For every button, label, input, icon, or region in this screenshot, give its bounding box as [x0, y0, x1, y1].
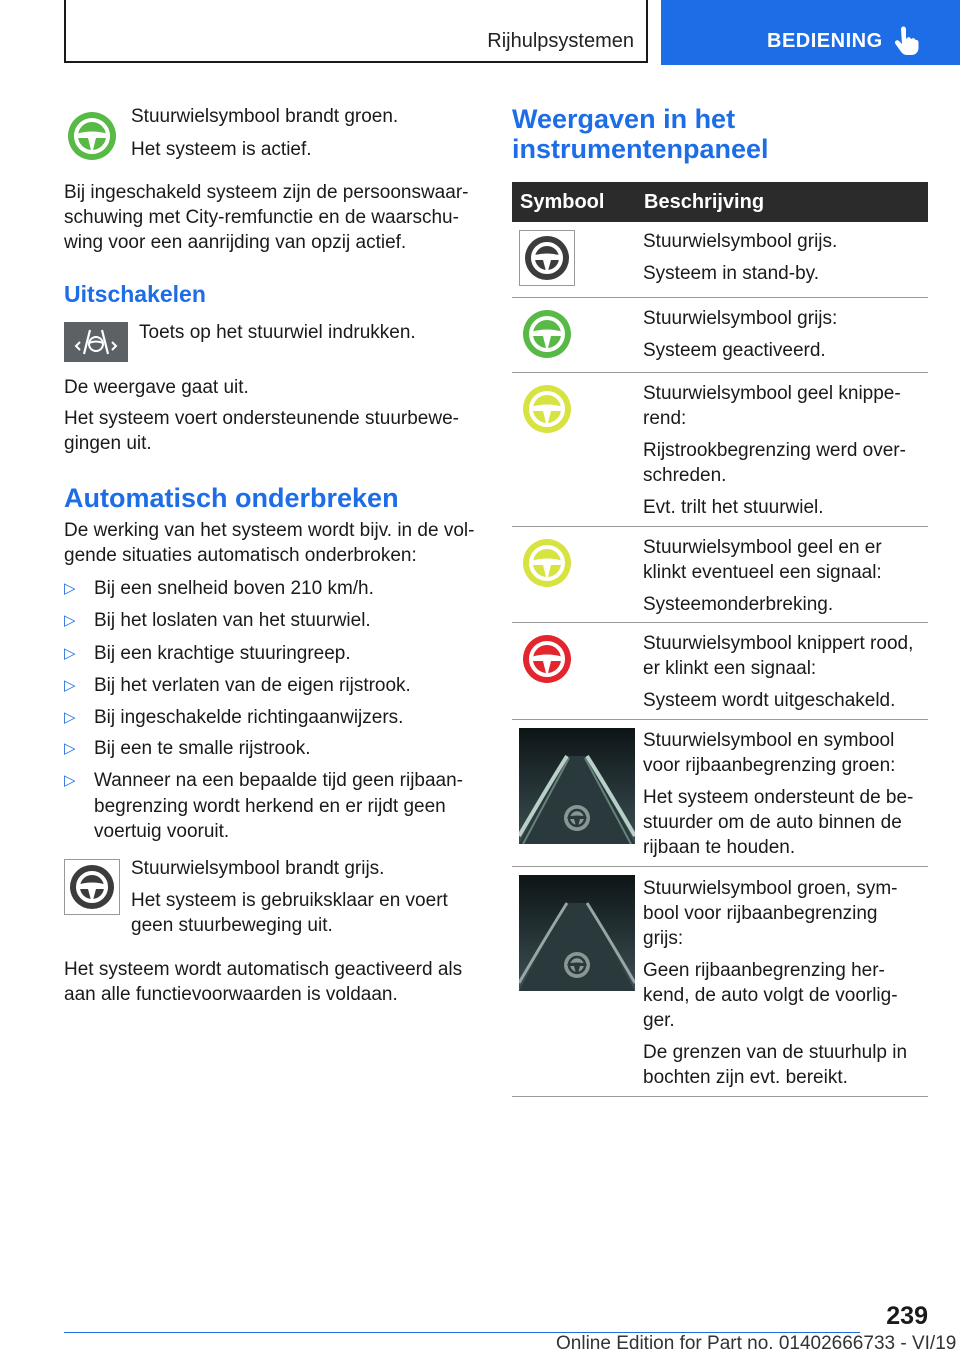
- auto-intro-line-2: gende situaties automatisch onderbroken:: [64, 545, 417, 566]
- steering-wheel-green-icon: [519, 306, 575, 362]
- table-row-1-description: Stuurwielsymbool grijs. Systeem in stand-by.: [643, 231, 838, 284]
- table-row-7-description: Stuurwielsymbool groen, sym- bool voor rijbaanbegrenzing grijs: Geen rijbaanbegrenzing her- kend, de auto volgt de voorlig- ger. De grenzen van de stuurhulp in bochten zijn evt. bereikt.: [643, 878, 908, 1088]
- bullet-marker-icon: ▷: [64, 772, 76, 789]
- column-header-symbol: Symbool: [520, 191, 605, 213]
- heading-uitschakelen: Uitschakelen: [64, 281, 206, 307]
- header-section-box: [64, 0, 648, 63]
- para-active-line-3: wing voor een aanrijding van opzij actief.: [64, 232, 407, 253]
- table-row-divider: [512, 719, 928, 720]
- heading-weergaven-line-2: instrumentenpaneel: [512, 134, 769, 164]
- lane-display-green-icon: [519, 728, 635, 844]
- final-line-2: aan alle functievoorwaarden is voldaan.: [64, 984, 398, 1005]
- grey-icon-line-1: Stuurwielsymbool brandt grijs.: [131, 858, 385, 879]
- header-section-title: Rijhulpsystemen: [487, 30, 634, 52]
- table-row-divider: [512, 1096, 928, 1097]
- header-chapter-tab[interactable]: [661, 0, 960, 65]
- bullet-marker-icon: ▷: [64, 580, 76, 597]
- steering-wheel-green-icon: [64, 108, 120, 164]
- button-instruction: Toets op het stuurwiel indrukken.: [139, 322, 416, 343]
- no-steer-line-1: Het systeem voert ondersteunende stuurbewe-: [64, 408, 459, 429]
- table-row-2-description: Stuurwielsymbool grijs: Systeem geactiveerd.: [643, 308, 838, 361]
- table-row-3-description: Stuurwielsymbool geel knippe- rend: Rijstrookbegrenzing werd over- schreden. Evt. trilt het stuurwiel.: [643, 383, 906, 518]
- lane-assist-button-icon: [64, 322, 128, 362]
- grey-icon-line-2: Het systeem is gebruiksklaar en voert: [131, 890, 448, 911]
- bullet-marker-icon: ▷: [64, 709, 76, 726]
- table-row-divider: [512, 866, 928, 867]
- table-row-6-description: Stuurwielsymbool en symbool voor rijbaanbegrenzing groen: Het systeem ondersteunt de be- stuurder om de auto binnen de rijbaan te houden.: [643, 730, 914, 858]
- edition-note: Online Edition for Part no. 01402666733 - VI/19: [556, 1333, 957, 1354]
- table-header: [512, 182, 928, 222]
- steering-wheel-grey-framed-icon: [64, 859, 120, 915]
- hand-pointer-icon: [893, 26, 919, 56]
- auto-intro-line-1: De werking van het systeem wordt bijv. in de vol-: [64, 520, 475, 541]
- steering-wheel-red-icon: [519, 631, 575, 687]
- steering-wheel-yellow-icon: [519, 381, 575, 437]
- table-row-divider: [512, 526, 928, 527]
- bullet-marker-icon: ▷: [64, 612, 76, 629]
- green-icon-line-1: Stuurwielsymbool brandt groen.: [131, 106, 399, 127]
- heading-weergaven-line-1: Weergaven in het: [512, 104, 736, 134]
- display-off-text: De weergave gaat uit.: [64, 377, 249, 398]
- table-row-4-description: Stuurwielsymbool geel en er klinkt eventueel een signaal: Systeemonderbreking.: [643, 537, 882, 615]
- page-number: 239: [886, 1302, 928, 1330]
- table-row-divider: [512, 622, 928, 623]
- column-header-description: Beschrijving: [644, 191, 765, 213]
- bullet-marker-icon: ▷: [64, 740, 76, 757]
- bullet-marker-icon: ▷: [64, 677, 76, 694]
- header-chapter-title: BEDIENING: [767, 30, 883, 52]
- final-line-1: Het systeem wordt automatisch geactiveerd als: [64, 959, 463, 980]
- heading-automatisch-onderbreken: Automatisch onderbreken: [64, 483, 399, 513]
- grey-icon-line-3: geen stuurbeweging uit.: [131, 915, 333, 936]
- para-active-line-1: Bij ingeschakeld systeem zijn de persoonswaar-: [64, 182, 469, 203]
- table-row-divider: [512, 297, 928, 298]
- para-active-line-2: schuwing met City-remfunctie en de waarschu-: [64, 207, 459, 228]
- steering-wheel-yellow-icon: [519, 535, 575, 591]
- table-row-divider: [512, 372, 928, 373]
- lane-display-grey-icon: [519, 875, 635, 991]
- table-row-5-description: Stuurwielsymbool knippert rood, er klinkt een signaal: Systeem wordt uitgeschakeld.: [643, 633, 914, 711]
- no-steer-line-2: gingen uit.: [64, 433, 152, 454]
- steering-wheel-grey-framed-icon: [519, 230, 575, 286]
- green-icon-line-2: Het systeem is actief.: [131, 139, 312, 160]
- bullet-marker-icon: ▷: [64, 645, 76, 662]
